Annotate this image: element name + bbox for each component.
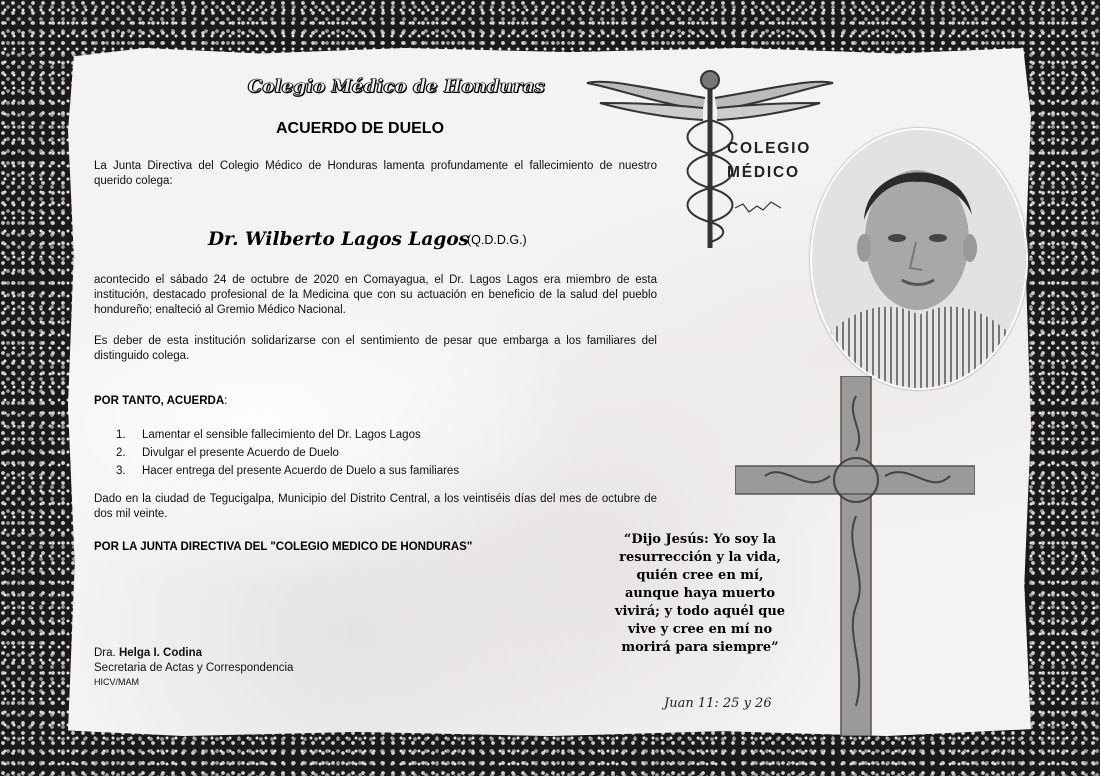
signer-initials: HICV/MAM bbox=[94, 677, 139, 687]
list-item bbox=[116, 426, 459, 444]
resolution-heading-colon: : bbox=[224, 395, 228, 407]
deceased-suffix: (Q.D.D.G.) bbox=[467, 233, 527, 247]
signer-name: Helga I. Codina bbox=[118, 647, 203, 659]
list-item-text: Lamentar el sensible fallecimiento del Dr. Lagos Lagos bbox=[142, 429, 421, 441]
resolution-list bbox=[116, 426, 459, 480]
portrait-photo bbox=[810, 128, 1028, 390]
bible-reference: Juan 11: 25 y 26 bbox=[664, 696, 772, 711]
signer-role: Secretaria de Actas y Correspondencia bbox=[94, 662, 294, 674]
document-title: ACUERDO DE DUELO bbox=[276, 120, 445, 137]
list-item bbox=[116, 462, 459, 480]
org-name: Colegio Médico de Honduras bbox=[248, 76, 545, 97]
deceased-name: Dr. Wilberto Lagos Lagos bbox=[208, 229, 470, 250]
signer-prefix: Dra. bbox=[94, 647, 116, 659]
list-item bbox=[116, 444, 459, 462]
logo-line-1: COLEGIO bbox=[727, 140, 812, 157]
solidarity-paragraph: Es deber de esta institución solidarizarse con el sentimiento de pesar que embarga a los familiares del distinguido colega. bbox=[94, 335, 657, 362]
signature-block bbox=[94, 646, 293, 688]
list-item-number: 2. bbox=[116, 447, 126, 459]
signer-line bbox=[94, 646, 293, 661]
list-item-number: 1. bbox=[116, 429, 126, 441]
list-item-text: Hacer entrega del presente Acuerdo de Duelo a sus familiares bbox=[142, 465, 460, 477]
resolution-heading-text: POR TANTO, ACUERDA bbox=[94, 395, 225, 407]
board-line: POR LA JUNTA DIRECTIVA DEL "COLEGIO MEDICO DE HONDURAS" bbox=[94, 541, 473, 553]
bible-quote: “Dijo Jesús: Yo soy la resurrección y la vida, quién cree en mí, aunque haya muerto vivirá; y todo aquél que vive y cree en mí no morirá para siempre” bbox=[614, 532, 786, 655]
intro-paragraph: La Junta Directiva del Colegio Médico de Honduras lamenta profundamente el fallecimiento de nuestro querido colega: bbox=[94, 160, 657, 187]
list-item-text: Divulgar el presente Acuerdo de Duelo bbox=[142, 447, 339, 459]
logo-text bbox=[727, 137, 811, 185]
logo-line-2: MÉDICO bbox=[727, 164, 800, 181]
details-paragraph: acontecido el sábado 24 de octubre de 2020 en Comayagua, el Dr. Lagos Lagos era miembro de esta institución, destacado profesional de la Medicina que con su actuación en beneficio de la salud del pueblo hondureño; enalteció al Gremio Médico Nacional. bbox=[94, 274, 657, 316]
resolution-heading bbox=[94, 395, 227, 407]
given-paragraph: Dado en la ciudad de Tegucigalpa, Municipio del Distrito Central, a los veintiséis días del mes de octubre de dos mil veinte. bbox=[94, 493, 657, 520]
list-item-number: 3. bbox=[116, 465, 126, 477]
